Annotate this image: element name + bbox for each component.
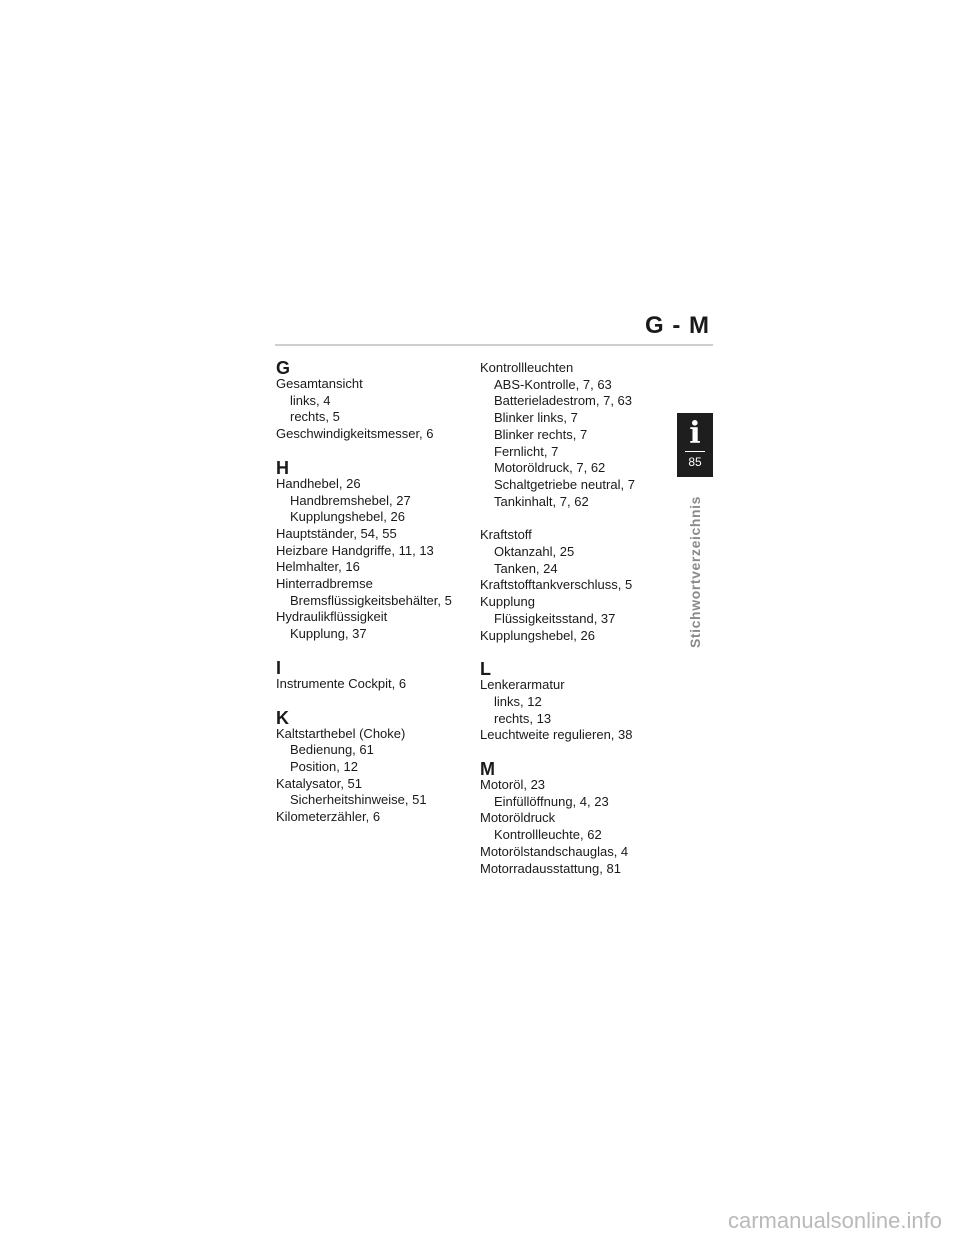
index-subentry[interactable]: Oktanzahl, 25 <box>494 544 575 560</box>
index-entry[interactable]: Katalysator, 51 <box>276 775 362 791</box>
index-entry[interactable]: Kontrollleuchten <box>480 360 574 375</box>
index-entry[interactable]: Kraftstofftankverschluss, 5 <box>480 577 633 593</box>
index-subentry[interactable]: Sicherheitshinweise, 51 <box>290 792 427 808</box>
page-number: 85 <box>688 455 702 469</box>
index-subentry[interactable]: rechts, 13 <box>494 710 552 726</box>
index-entry[interactable]: Kraftstoff <box>480 527 532 543</box>
index-subentry[interactable]: Einfüllöffnung, 4, 23 <box>494 793 609 809</box>
index-entry[interactable]: Lenkerarmatur <box>480 677 565 693</box>
index-subentry[interactable]: Kupplung, 37 <box>290 626 367 642</box>
index-section <box>480 661 670 744</box>
index-subentry[interactable]: Kupplungshebel, 26 <box>290 509 405 525</box>
index-subentry[interactable]: Bedienung, 61 <box>290 742 374 758</box>
index-subentry[interactable]: Blinker links, 7 <box>494 410 578 426</box>
index-subentry[interactable]: links, 12 <box>494 693 542 709</box>
index-entry[interactable]: Motoröldruck <box>480 810 556 826</box>
index-subentry[interactable]: Bremsflüssigkeitsbehälter, 5 <box>290 592 452 608</box>
index-entry[interactable]: Geschwindigkeitsmesser, 6 <box>276 426 434 442</box>
index-subentry[interactable]: Blinker rechts, 7 <box>494 426 588 442</box>
index-section <box>276 707 466 826</box>
index-subentry[interactable]: Tanken, 24 <box>494 560 558 576</box>
section-letter: G <box>276 358 291 378</box>
section-letter: L <box>480 659 491 680</box>
index-column-right <box>480 360 670 894</box>
index-section <box>276 360 466 443</box>
index-entry[interactable]: Kilometerzähler, 6 <box>276 809 381 825</box>
tab-divider <box>685 451 705 452</box>
index-entry[interactable]: Motorradausstattung, 81 <box>480 860 621 876</box>
index-section <box>480 360 670 510</box>
index-subentry[interactable]: Fernlicht, 7 <box>494 443 559 459</box>
index-subentry[interactable]: ABS-Kontrolle, 7, 63 <box>494 376 612 392</box>
index-entry[interactable]: Kupplungshebel, 26 <box>480 627 595 643</box>
index-subentry[interactable]: Kontrollleuchte, 62 <box>494 827 602 843</box>
index-entry[interactable]: Instrumente Cockpit, 6 <box>276 675 407 691</box>
section-letter: I <box>276 657 282 678</box>
index-subentry[interactable]: rechts, 5 <box>290 409 340 425</box>
index-subentry[interactable]: Flüssigkeitsstand, 37 <box>494 610 616 626</box>
section-letter: K <box>276 707 289 728</box>
index-subentry[interactable]: Motoröldruck, 7, 62 <box>494 460 606 476</box>
index-entry[interactable]: Gesamtansicht <box>276 376 363 391</box>
index-entry[interactable]: Hauptständer, 54, 55 <box>276 525 397 541</box>
info-i-icon: i <box>689 416 701 451</box>
index-entry[interactable]: Kaltstarthebel (Choke) <box>276 725 406 741</box>
index-section <box>480 527 670 644</box>
chapter-tab[interactable] <box>677 413 713 477</box>
index-section <box>276 657 466 693</box>
section-letter: M <box>480 759 495 780</box>
index-subentry[interactable]: Schaltgetriebe neutral, 7 <box>494 476 635 492</box>
index-entry[interactable]: Heizbare Handgriffe, 11, 13 <box>276 542 434 558</box>
index-subentry[interactable]: links, 4 <box>290 392 331 408</box>
index-subentry[interactable]: Batterieladestrom, 7, 63 <box>494 393 633 409</box>
header-divider <box>275 344 713 346</box>
index-subentry[interactable]: Tankinhalt, 7, 62 <box>494 493 589 509</box>
watermark: carmanualsonline.info <box>727 1208 942 1233</box>
index-section <box>480 761 670 877</box>
index-entry[interactable]: Leuchtweite regulieren, 38 <box>480 727 633 743</box>
index-entry[interactable]: Hinterradbremse <box>276 576 373 592</box>
index-entry[interactable]: Hydraulikflüssigkeit <box>276 609 388 625</box>
index-entry[interactable]: Motorölstandschauglas, 4 <box>480 843 629 859</box>
index-subentry[interactable]: Position, 12 <box>290 758 358 774</box>
index-entry[interactable]: Helmhalter, 16 <box>276 559 360 575</box>
section-letter: H <box>276 457 289 478</box>
page-title: G - M <box>645 312 710 339</box>
index-section <box>276 457 466 643</box>
chapter-side-label: Stichwortverzeichnis <box>687 495 703 649</box>
index-entry[interactable]: Kupplung <box>480 594 535 610</box>
index-subentry[interactable]: Handbremshebel, 27 <box>290 492 411 508</box>
index-entry[interactable]: Handhebel, 26 <box>276 475 361 491</box>
index-column-left <box>276 360 466 843</box>
index-entry[interactable]: Motoröl, 23 <box>480 777 546 793</box>
